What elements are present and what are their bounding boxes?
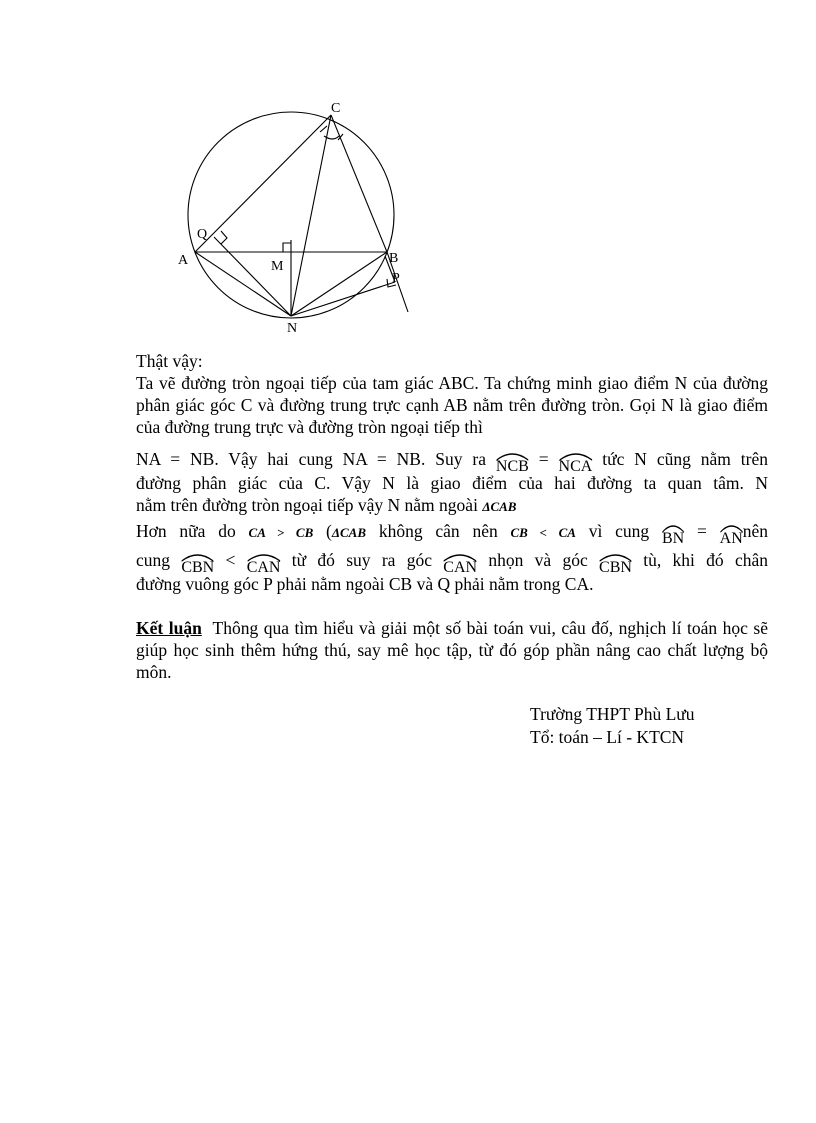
label-p: P: [392, 271, 400, 286]
label-n: N: [287, 321, 298, 336]
right-angle-q: [221, 231, 227, 244]
triangle-cab: ΔCAB: [482, 499, 517, 514]
signature-dept: Tổ: toán – Lí - KTCN: [530, 727, 685, 747]
line-bisector: đường phân giác của C. Vậy N là giao điểm của hai đường ta quan tâm. N: [136, 473, 768, 493]
label-c: C: [331, 101, 341, 116]
right-angle-m: [283, 243, 291, 252]
arc-cbn-angle: CBN: [599, 552, 632, 575]
line-hon-nua: Hơn nữa do CA > CB (ΔCAB không cân nên CB < CA vì cung BN = ANnên: [136, 521, 769, 547]
label-m: M: [271, 259, 284, 274]
label-a: A: [178, 253, 189, 268]
arc-an: AN: [720, 523, 743, 546]
conclusion-paragraph: [136, 617, 768, 683]
circle-triangle-figure: [160, 90, 430, 340]
arc-cbn: CBN: [181, 552, 214, 575]
signature-school: Trường THPT Phù Lưu: [530, 704, 695, 724]
arc-can-angle: CAN: [443, 552, 477, 575]
segment-qn: [214, 237, 291, 316]
arc-ncb: NCB: [496, 451, 529, 474]
bisector-cn: [291, 115, 331, 316]
conclusion-text: Thông qua tìm hiểu và giải một số bài toán vui, câu đố, nghịch lí toán học sẽ giúp học sinh thêm hứng thú, say mê học tập, từ đó góp phần nâng cao chất lượng bộ môn.: [136, 618, 768, 682]
formula-ca-gt-cb: CA > CB: [248, 525, 314, 540]
text-na-pre: NA = NB. Vậy hai cung NA = NB. Suy ra: [136, 449, 486, 469]
text-na-post: tức N cũng nằm trên: [602, 449, 769, 469]
line-final: đường vuông góc P phải nằm ngoài CB và Q phải nằm trong CA.: [136, 574, 594, 594]
arc-nca: NCA: [559, 451, 593, 474]
segment-cb: [331, 115, 387, 252]
label-b: B: [389, 251, 399, 266]
conclusion-label: Kết luận: [136, 618, 202, 638]
segment-ca: [195, 115, 331, 252]
line-na-nb: [136, 448, 768, 474]
segment-pn: [291, 282, 395, 316]
equals-sign: =: [538, 449, 549, 469]
formula-cb-lt-ca: CB < CA: [510, 525, 576, 540]
arc-can: CAN: [247, 552, 281, 575]
heading: Thật vậy:: [136, 351, 203, 371]
triangle-cab-2: ΔCAB: [331, 525, 367, 540]
line-outside: nằm trên đường tròn ngoại tiếp vậy N nằm ngoài ΔCAB: [136, 495, 517, 515]
label-q: Q: [197, 227, 208, 242]
arc-bn: BN: [662, 523, 684, 546]
angle-tick-1: [320, 126, 327, 132]
paragraph-intro: Ta vẽ đường tròn ngoại tiếp của tam giác ABC. Ta chứng minh giao điểm N của đường phân giác góc C và đường trung trực cạnh AB nằm trên đường tròn. Gọi N là giao điểm của đường trung trực và đường tròn ngoại tiếp thì: [136, 373, 768, 437]
line-cung: cung CBN < CAN từ đó suy ra góc CAN nhọn và góc CBN tù, khi đó chân: [136, 550, 769, 576]
